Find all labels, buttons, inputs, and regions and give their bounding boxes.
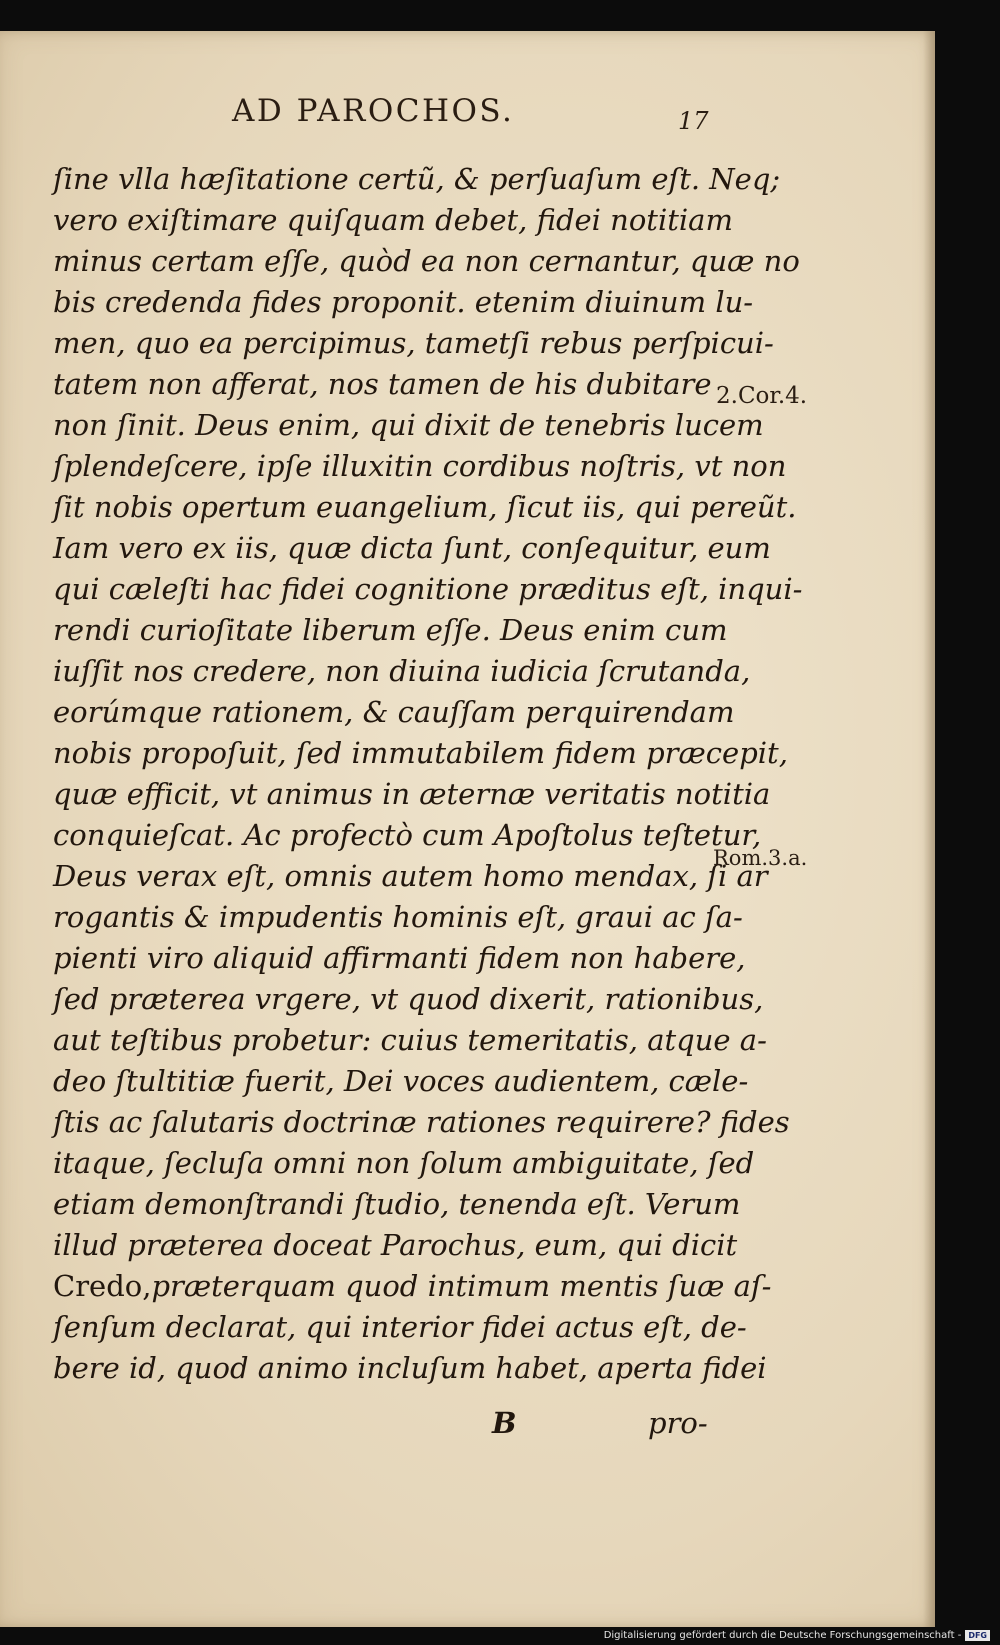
text-line: ſtis ac ſalutaris doctrinæ rationes requirere? fides <box>53 1105 790 1139</box>
text-line: bere id, quod animo incluſum habet, aperta fidei <box>53 1351 767 1385</box>
folio-number: 17 <box>678 107 709 135</box>
text-line: nobis propoſuit, ſed immutabilem fidem præcepit, <box>53 736 788 770</box>
catchword: pro- <box>648 1406 708 1440</box>
text-line: iuſſit nos credere, non diuina iudicia ſcrutanda, <box>53 654 751 688</box>
text-line: bis credenda fides proponit. etenim diuinum lu- <box>53 285 754 319</box>
text-line: conquieſcat. Ac profectò cum Apoſtolus teſtetur, <box>53 818 762 852</box>
credit-text: Digitalisierung gefördert durch die Deutsche Forschungsgemeinschaft - <box>603 1630 962 1641</box>
text-line: itaque, ſecluſa omni non ſolum ambiguitate, ſed <box>53 1146 755 1180</box>
text-line: ſit nobis opertum euangelium, ſicut iis, qui pereũt. <box>53 490 797 524</box>
text-line: ſine vlla hæſitatione certũ, & perſuaſum eſt. Neq; <box>53 162 781 196</box>
text-line <box>53 1266 772 1307</box>
page-edge-shadow <box>923 31 935 1627</box>
margin-note-2cor4: 2.Cor.4. <box>716 383 808 409</box>
book-page <box>0 31 935 1627</box>
text-line: tatem non afferat, nos tamen de his dubitare <box>53 367 712 401</box>
text-line: ſed præterea vrgere, vt quod dixerit, rationibus, <box>53 982 764 1016</box>
text-line-rest: præterquam quod intimum mentis ſuæ aſ- <box>151 1269 772 1303</box>
text-line: eorúmque rationem, & cauſſam perquirendam <box>53 695 735 729</box>
text-line: ſplendeſcere, ipſe illuxitin cordibus noſtris, vt non <box>53 449 787 483</box>
text-line: Iam vero ex iis, quæ dicta ſunt, conſequitur, eum <box>53 531 771 565</box>
text-line: Deus verax eſt, omnis autem homo mendax, ſi ar <box>53 859 768 893</box>
text-line: deo ſtultitiæ fuerit, Dei voces audientem, cæle- <box>53 1064 749 1098</box>
text-line: etiam demonſtrandi ſtudio, tenenda eſt. Verum <box>53 1187 741 1221</box>
roman-word-credo: Credo, <box>53 1269 152 1303</box>
dfg-logo-icon: DFG <box>965 1630 990 1641</box>
text-line: men, quo ea percipimus, tametſi rebus perſpicui- <box>53 326 774 360</box>
text-line: pienti viro aliquid affirmanti fidem non habere, <box>53 941 746 975</box>
text-line: vero exiſtimare quiſquam debet, fidei notitiam <box>53 203 733 237</box>
text-line: non ſinit. Deus enim, qui dixit de tenebris lucem <box>53 408 764 442</box>
text-line: illud præterea doceat Parochus, eum, qui dicit <box>53 1228 738 1262</box>
signature-mark: B <box>492 1406 517 1440</box>
digitization-credit <box>604 1630 990 1641</box>
text-line: ſenſum declarat, qui interior fidei actus eſt, de- <box>53 1310 747 1344</box>
margin-note-rom3: Rom.3.a. <box>713 846 808 870</box>
text-line: quæ efficit, vt animus in æternæ veritatis notitia <box>53 777 771 811</box>
text-line: rogantis & impudentis hominis eſt, graui ac ſa- <box>53 900 743 934</box>
text-line: aut teſtibus probetur: cuius temeritatis, atque a- <box>53 1023 767 1057</box>
text-line: qui cæleſti hac fidei cognitione præditus eſt, inqui- <box>53 572 803 606</box>
running-head: AD PAROCHOS. <box>232 93 515 129</box>
text-line: rendi curioſitate liberum eſſe. Deus enim cum <box>53 613 728 647</box>
text-line: minus certam eſſe, quòd ea non cernantur, quæ no <box>53 244 800 278</box>
